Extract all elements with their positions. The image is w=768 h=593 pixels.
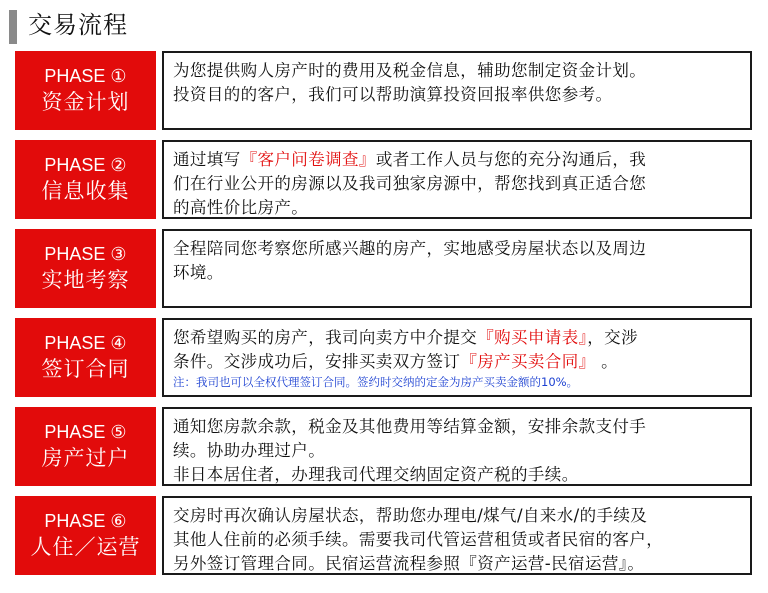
description-line: 交房时再次确认房屋状态，帮助您办理电/煤气/自来水/的手续及 (173, 506, 648, 525)
phase-label: PHASE ① (44, 66, 127, 86)
phase-badge-3 (15, 229, 156, 308)
phase-description-1 (162, 51, 752, 130)
phase-badge-1 (15, 51, 156, 130)
purchase-application-highlight: 『购买申请表』 (477, 328, 588, 347)
phase-name: 信息收集 (41, 179, 130, 203)
description-line: 续。协助办理过户。 (173, 441, 326, 460)
description-line: 非日本居住者，办理我司代理交纳固定资产税的手续。 (173, 465, 579, 484)
description-line: 通知您房款余款，税金及其他费用等结算金额，安排余款支付手 (173, 417, 647, 436)
phase-label: PHASE ④ (44, 333, 127, 353)
phase-description-5 (162, 407, 752, 486)
phase-label: PHASE ② (44, 155, 127, 175)
title-accent-bar (9, 10, 17, 44)
page-title: 交易流程 (28, 11, 128, 39)
text-segment: 或者工作人员与您的充分沟通后，我 (375, 150, 647, 169)
phase-badge-2 (15, 140, 156, 219)
description-line: 其他人住前的必须手续。需要我司代管运营租赁或者民宿的客户， (173, 530, 664, 549)
phase-badge-5 (15, 407, 156, 486)
questionnaire-highlight: 『客户问卷调查』 (240, 150, 376, 169)
phase-badge-4 (15, 318, 156, 397)
description-line: 全程陪同您考察您所感兴趣的房产，实地感受房屋状态以及周边 (173, 239, 647, 258)
description-line: 们在行业公开的房源以及我司独家房源中，帮您找到真正适合您 (173, 174, 647, 193)
phase-description-4 (162, 318, 752, 397)
description-line (173, 350, 742, 374)
phase-name: 资金计划 (41, 90, 130, 114)
description-line: 的高性价比房产。 (173, 198, 309, 217)
description-line: 另外签订管理合同。民宿运营流程参照『资产运营-民宿运营』。 (173, 554, 645, 573)
phase-name: 签订合同 (41, 357, 130, 381)
phase-name: 人住／运营 (30, 535, 141, 559)
phase-name: 房产过户 (41, 446, 130, 470)
phase-label: PHASE ③ (44, 244, 127, 264)
text-segment: 您希望购买的房产，我司向卖方中介提交 (173, 328, 478, 347)
description-line: 投资目的的客户，我们可以帮助演算投资回报率供您参考。 (173, 85, 613, 104)
text-segment: ，交涉 (587, 328, 638, 347)
phase-description-6 (162, 496, 752, 575)
phase-description-3 (162, 229, 752, 308)
contract-note: 注：我司也可以全权代理签订合同。签约时交纳的定金为房产买卖金额的10%。 (173, 375, 579, 389)
phase-description-2 (162, 140, 752, 219)
sales-contract-highlight: 『房产买卖合同』 (460, 352, 596, 371)
text-segment: 条件。交涉成功后，安排买卖双方签订 (173, 352, 461, 371)
description-line (173, 148, 742, 172)
phase-name: 实地考察 (41, 268, 130, 292)
description-line (173, 326, 742, 350)
text-segment: 通过填写 (173, 150, 241, 169)
phase-badge-6 (15, 496, 156, 575)
phase-label: PHASE ⑤ (44, 422, 127, 442)
phase-label: PHASE ⑥ (44, 511, 127, 531)
description-line: 为您提供购人房产时的费用及税金信息，辅助您制定资金计划。 (173, 61, 647, 80)
text-segment: 。 (595, 352, 619, 371)
description-line: 环境。 (173, 263, 224, 282)
